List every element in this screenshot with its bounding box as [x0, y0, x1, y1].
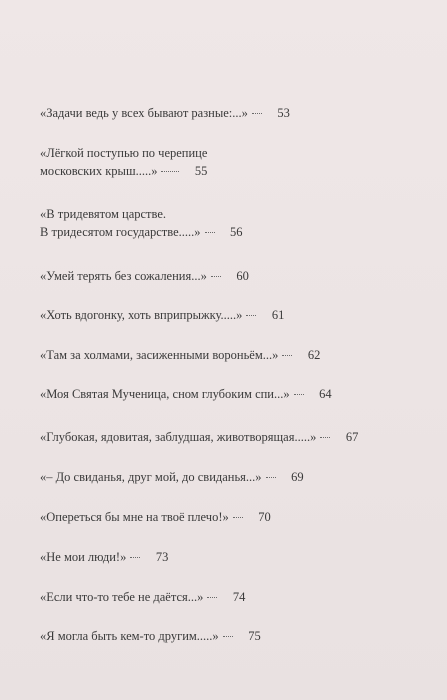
toc-entry-page: 70: [258, 510, 271, 524]
dot-leader: [205, 232, 215, 233]
toc-entry-title: «Задачи ведь у всех бывают разные:...»: [40, 106, 248, 120]
toc-entry-title: «В тридевятом царстве.: [40, 207, 167, 221]
toc-entry-page: 61: [271, 308, 285, 322]
toc-entry-page: 67: [345, 430, 359, 444]
toc-entry: [40, 385, 332, 403]
toc-entry: [40, 468, 304, 486]
toc-entry: [40, 104, 290, 122]
toc-entry-page: 53: [277, 106, 290, 120]
toc-entry-page: 60: [236, 269, 249, 283]
toc-entry: [40, 548, 168, 566]
toc-entry: [40, 267, 249, 285]
toc-entry-title-continued: московских крыш.....»: [40, 164, 158, 178]
dot-leader: [233, 517, 243, 518]
toc-entry-page: 62: [307, 348, 321, 362]
dot-leader: [282, 355, 292, 356]
toc-entry-title: «Моя Святая Мученица, сном глубоким спи...»: [40, 387, 290, 401]
dot-leader: [294, 394, 304, 395]
toc-entry: [40, 205, 243, 241]
toc-entry-page: 75: [248, 629, 261, 643]
toc-entry: [40, 346, 320, 364]
toc-entry: [40, 306, 284, 324]
toc-entry: [40, 428, 358, 446]
toc-entry-page: 74: [232, 590, 246, 604]
toc-entry-title: «Там за холмами, засиженными вороньём...»: [40, 348, 279, 362]
toc-entry-title: «Глубокая, ядовитая, заблудшая, животворящая.....»: [40, 430, 317, 444]
toc-entry-title: «Хоть вдогонку, хоть вприпрыжку.....»: [40, 308, 243, 322]
toc-entry-title: «Лёгкой поступью по черепице: [40, 146, 208, 160]
dot-leader: [320, 437, 330, 438]
toc-entry-title: «Опереться бы мне на твоё плечо!»: [40, 510, 229, 524]
dot-leader: [161, 171, 179, 172]
toc-entry: [40, 144, 207, 180]
toc-entry-page: 56: [230, 225, 243, 239]
dot-leader: [211, 276, 221, 277]
toc-entry-title-continued: В тридесятом государстве.....»: [40, 225, 201, 239]
toc-entry-page: 73: [155, 550, 169, 564]
toc-entry-title: «Не мои люди!»: [40, 550, 127, 564]
toc-entry-page: 69: [291, 470, 304, 484]
dot-leader: [266, 477, 276, 478]
toc-entry-page: 55: [194, 164, 208, 178]
toc-entry-title: «Умей терять без сожаления...»: [40, 269, 207, 283]
toc-entry-title: «– До свиданья, друг мой, до свиданья...»: [40, 470, 262, 484]
dot-leader: [246, 315, 256, 316]
dot-leader: [130, 557, 140, 558]
dot-leader: [207, 597, 217, 598]
toc-entry: [40, 588, 245, 606]
toc-entry-title: «Я могла быть кем-то другим.....»: [40, 629, 219, 643]
toc-entry-title: «Если что-то тебе не даётся...»: [40, 590, 204, 604]
toc-entry: [40, 508, 271, 526]
dot-leader: [252, 113, 262, 114]
toc-entry-page: 64: [319, 387, 332, 401]
toc-entry: [40, 627, 261, 645]
dot-leader: [223, 636, 233, 637]
